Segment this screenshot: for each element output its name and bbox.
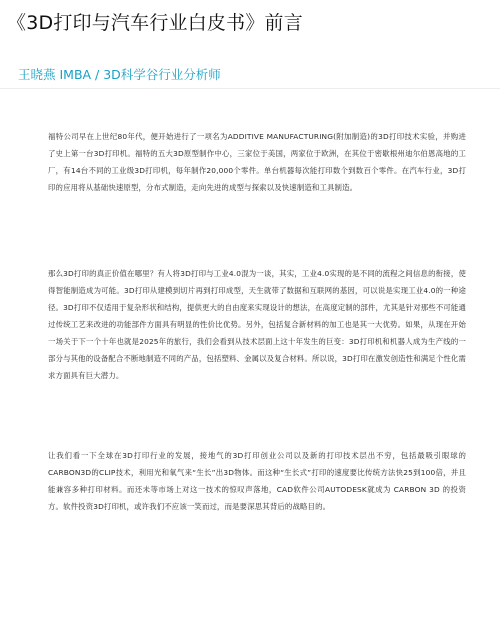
document-title: 《3D打印与汽车行业白皮书》前言 [7,12,303,34]
author-byline: 王晓燕 IMBA / 3D科学谷行业分析师 [18,67,221,82]
paragraph-global-development: 让我们看一下全球在3D打印行业的发展，接地气的3D打印创业公司以及新的打印技术层出不穷，包括最吸引眼球的CARBON3D的CLIP技术，利用光和氧气来“生长”出3D物体。而这种“生长式”打印的速度要比传统方法快25到100倍，并且能兼容多种打印材料。而还未等市场上对这一技术的惊叹声落地，CAD软件公司AUTODESK就成为 CARBON 3D 的投资方。软件投资3D打印机，或许我们不应该一笑而过，而是要深思其背后的战略目的。 [48,451,466,511]
paragraph-value: 那么3D打印的真正价值在哪里？有人将3D打印与工业4.0混为一谈，其实，工业4.0实现的是不同的流程之间信息的衔接，使得智能制造成为可能。3D打印从建模到切片再到打印成型，天生就带了数据和互联网的基因，可以说是实现工业4.0的一种途径。3D打印不仅适用于复杂形状和结构，提供更大的自由度来实现设计的想法，在高度定制的部件，尤其是针对那些不可能通过传统工艺来改进的功能部件方面具有明显的性价比优势。另外，包括复合新材料的加工也是其一大优势。如果，从现在开始一场关于下一个十年也就是2025年的旅行，我们会看到从技术层面上这十年发生的巨变：3D打印机和机器人成为生产线的一部分与其他的设备配合不断地制造不同的产品，包括塑料、金属以及复合材料。所以说，3D打印在激发创造性和满足个性化需求方面具有巨大潜力。 [48,269,466,380]
header-divider [0,88,500,89]
paragraph-history: 福特公司早在上世纪80年代，便开始进行了一项名为ADDITIVE MANUFACTURING(附加制造)的3D打印技术实验，并购进了史上第一台3D打印机。福特的五大3D原型制作中心，三家位于美国，两家位于欧洲，在其位于密歇根州迪尔伯恩高地的工厂，有14台不同的工业级3D打印机，每年制作20,000个零件。单台机器每次能打印数个到数百个零件。在汽车行业，3D打印的应用将从基础快速原型，分布式制造，走向先进的成型与探索以及快速制造和工具制造。 [48,132,466,192]
